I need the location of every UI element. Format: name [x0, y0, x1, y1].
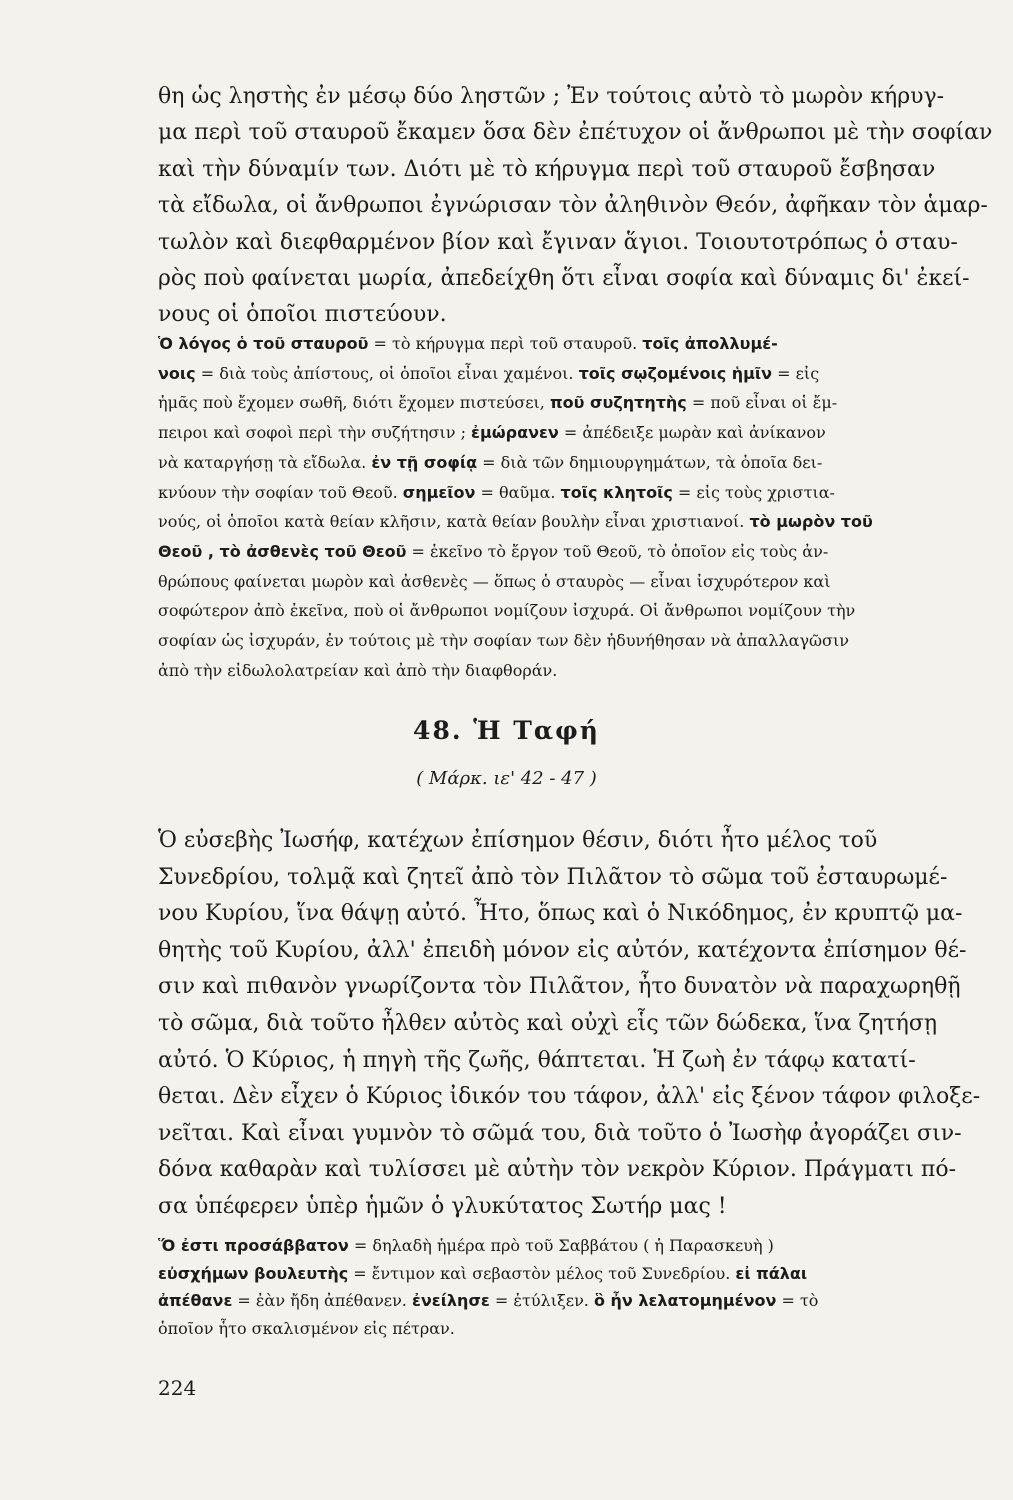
note-line	[158, 448, 998, 478]
text-line: νους οἱ ὁποῖοι πιστεύουν.	[158, 302, 447, 328]
glossary-definition: κνύουν τὴν σοφίαν τοῦ Θεοῦ.	[158, 482, 403, 502]
glossary-definition: = τὸ	[776, 1291, 819, 1310]
glossary-term: ἐμώρανεν	[471, 423, 559, 443]
glossary-term: ὃ ἦν λελατομημένον	[593, 1291, 777, 1310]
glossary-term: ποῦ συζητητὴς	[549, 393, 687, 413]
text-line: σιν καὶ πιθανὸν γνωρίζοντα τὸν Πιλᾶτον, ἦτο δυνατὸν νὰ παραχωρηθῇ	[158, 974, 961, 1000]
text-line: τὰ εἴδωλα, οἱ ἄνθρωποι ἐγνώρισαν τὸν ἀληθινὸν Θεόν, ἀφῆκαν τὸν ἁμαρ-	[158, 193, 988, 219]
text-line: τωλὸν καὶ διεφθαρμένον βίον καὶ ἔγιναν ἅγιοι. Τοιουτοτρόπως ὁ σταυ-	[158, 229, 958, 255]
body-paragraph	[158, 823, 998, 1226]
glossary-definition: = ἐτύλιξεν.	[489, 1291, 594, 1310]
text-line: νου Κυρίου, ἵνα θάψῃ αὐτό. Ἦτο, ὅπως καὶ ὁ Νικόδημος, ἐν κρυπτῷ μα-	[158, 901, 963, 927]
glossary-definition: = ἔντιμον καὶ σεβαστὸν μέλος τοῦ Συνεδρίου.	[348, 1263, 736, 1283]
page-number: 224	[158, 1376, 197, 1400]
glossary-term: εὐσχήμων βουλευτὴς	[158, 1263, 349, 1283]
text-line: νεῖται. Καὶ εἶναι γυμνὸν τὸ σῶμά του, διὰ τοῦτο ὁ Ἰωσὴφ ἀγοράζει σιν-	[158, 1120, 962, 1146]
glossary-term: ἐν τῇ σοφίᾳ	[371, 452, 478, 472]
text-line: θητὴς τοῦ Κυρίου, ἀλλ' ἐπειδὴ μόνον εἰς αὐτόν, κατέχοντα ἐπίσημον θέ-	[158, 937, 967, 963]
note-line: ἀπὸ τὴν εἰδωλολατρείαν καὶ ἀπὸ τὴν διαφθοράν.	[158, 660, 558, 680]
glossary-term: τοῖς κλητοῖς	[560, 482, 673, 502]
glossary-term: τὸ μωρὸν τοῦ	[749, 512, 873, 532]
note-line: σοφίαν ὡς ἰσχυράν, ἐν τούτοις μὲ τὴν σοφίαν των δὲν ἠδυνήθησαν νὰ ἀπαλλαγῶσιν	[158, 631, 849, 651]
glossary-term: ἐνείλησε	[411, 1291, 490, 1310]
glossary-term: σημεῖον	[402, 482, 476, 502]
glossary-term: Ὁ λόγος ὁ τοῦ σταυροῦ	[158, 334, 369, 353]
glossary-definition: νὰ καταργήσῃ τὰ εἴδωλα.	[158, 452, 372, 472]
glossary-term: τοῖς σῳζομένοις ἡμῖν	[578, 363, 773, 383]
glossary-definition: = τὸ κήρυγμα περὶ τοῦ σταυροῦ.	[368, 334, 643, 353]
text-line: δόνα καθαρὰν καὶ τυλίσσει μὲ αὐτὴν τὸν νεκρὸν Κύριον. Πράγματι πό-	[158, 1157, 957, 1183]
note-line	[158, 478, 998, 508]
text-line: τὸ σῶμα, διὰ τοῦτο ἦλθεν αὐτὸς καὶ οὐχὶ εἷς τῶν δώδεκα, ἵνα ζητήσῃ	[158, 1010, 938, 1036]
text-line: Συνεδρίου, τολμᾷ καὶ ζητεῖ ἀπὸ τὸν Πιλᾶτον τὸ σῶμα τοῦ ἐσταυρωμέ-	[158, 864, 948, 890]
glossary-definition: = θαῦμα.	[475, 482, 561, 502]
scripture-reference: ( Μάρκ. ιε' 42 - 47 )	[416, 768, 597, 789]
glossary-definition: = ἀπέδειξε μωρὰν καὶ ἀνίκανον	[558, 423, 826, 443]
chapter-title: 48. Ἡ Ταφή	[413, 716, 600, 745]
glossary-definition: ἡμᾶς ποὺ ἔχομεν σωθῆ, διότι ἔχομεν πιστεύσει,	[158, 393, 550, 413]
glossary-definition: πειροι καὶ σοφοὶ περὶ τὴν συζήτησιν ;	[158, 423, 472, 443]
glossary-term: Ὅ ἐστι προσάββατον	[158, 1236, 349, 1255]
note-line	[158, 329, 998, 359]
glossary-definition: = ἐὰν ἤδη ἀπέθανεν.	[232, 1291, 412, 1310]
note-line	[158, 359, 998, 389]
text-line: θη ὡς ληστὴς ἐν μέσῳ δύο ληστῶν ; Ἐν τούτοις αὐτὸ τὸ μωρὸν κήρυγ-	[158, 84, 945, 109]
text-line: μα περὶ τοῦ σταυροῦ ἔκαμεν ὅσα δὲν ἐπέτυχον οἱ ἄνθρωποι μὲ τὴν σοφίαν	[158, 120, 993, 146]
glossary-definition: = δηλαδὴ ἡμέρα πρὸ τοῦ Σαββάτου ( ἡ Παρασκευὴ )	[348, 1236, 774, 1255]
glossary-definition: = ἐκεῖνο τὸ ἔργον τοῦ Θεοῦ, τὸ ὁποῖον εἰς τοὺς ἀν-	[406, 541, 829, 561]
note-line	[158, 507, 998, 537]
glossary-term: νοις	[158, 363, 196, 383]
glossary-note-2	[158, 1232, 998, 1342]
text-line: καὶ τὴν δύναμίν των. Διότι μὲ τὸ κήρυγμα περὶ τοῦ σταυροῦ ἔσβησαν	[158, 156, 936, 182]
note-line	[158, 388, 998, 418]
note-line: θρώπους φαίνεται μωρὸν καὶ ἀσθενὲς — ὅπως ὁ σταυρὸς — εἶναι ἰσχυρότερον καὶ	[158, 571, 831, 591]
intro-paragraph	[158, 79, 998, 334]
glossary-definition: = διὰ τῶν δημιουργημάτων, τὰ ὁποῖα δει-	[477, 452, 823, 472]
text-line: ρὸς ποὺ φαίνεται μωρία, ἀπεδείχθη ὅτι εἶναι σοφία καὶ δύναμις δι' ἐκεί-	[158, 266, 970, 292]
glossary-definition: = εἰς	[772, 363, 820, 383]
glossary-term: ἀπέθανε	[158, 1291, 233, 1310]
note-line: ὁποῖον ἦτο σκαλισμένον εἰς πέτραν.	[158, 1318, 455, 1338]
text-line: σα ὑπέφερεν ὑπὲρ ἡμῶν ὁ γλυκύτατος Σωτήρ μας !	[158, 1193, 727, 1219]
glossary-term: εἰ πάλαι	[735, 1263, 808, 1283]
glossary-definition: = διὰ τοὺς ἀπίστους, οἱ ὁποῖοι εἶναι χαμένοι.	[195, 363, 579, 383]
note-line	[158, 1287, 998, 1315]
glossary-term: τοῖς ἀπολλυμέ-	[642, 334, 778, 353]
glossary-definition: = ποῦ εἶναι οἱ ἔμ-	[686, 393, 838, 413]
note-line	[158, 418, 998, 448]
text-line: θεται. Δὲν εἶχεν ὁ Κύριος ἰδικόν του τάφον, ἀλλ' εἰς ξένον τάφον φιλοξε-	[158, 1084, 981, 1110]
glossary-note-1	[158, 329, 998, 685]
glossary-definition: νούς, οἱ ὁποῖοι κατὰ θείαν κλῆσιν, κατὰ θείαν βουλὴν εἶναι χριστιανοί.	[158, 512, 750, 532]
note-line	[158, 1232, 998, 1260]
text-line: Ὁ εὐσεβὴς Ἰωσήφ, κατέχων ἐπίσημον θέσιν, διότι ἦτο μέλος τοῦ	[158, 828, 878, 853]
text-line: αὐτό. Ὁ Κύριος, ἡ πηγὴ τῆς ζωῆς, θάπτεται. Ἡ ζωὴ ἐν τάφῳ κατατί-	[158, 1047, 916, 1073]
note-line	[158, 537, 998, 567]
glossary-definition: = εἰς τοὺς χριστια-	[672, 482, 835, 502]
note-line: σοφώτερον ἀπὸ ἐκεῖνα, ποὺ οἱ ἄνθρωποι νομίζουν ἰσχυρά. Οἱ ἄνθρωποι νομίζουν τὴν	[158, 601, 856, 621]
glossary-term: Θεοῦ , τὸ ἀσθενὲς τοῦ Θεοῦ	[158, 541, 407, 561]
note-line	[158, 1260, 998, 1288]
